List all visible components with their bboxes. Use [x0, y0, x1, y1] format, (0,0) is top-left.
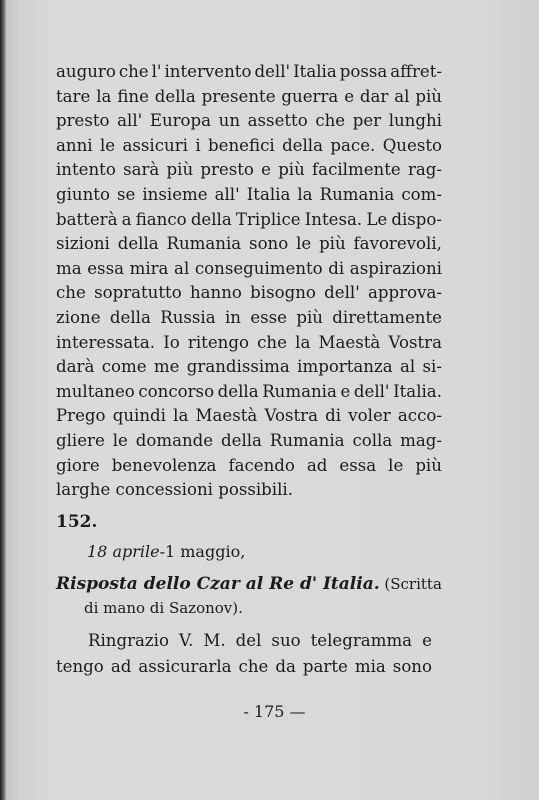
text-line: anni le assicuri i benefici della pace. Questo: [56, 135, 442, 155]
text-line: gliere le domande della Rumania colla mag-: [56, 430, 442, 450]
text-line: zione della Russia in esse più direttamente: [56, 307, 442, 327]
text-line: darà come me grandissima importanza al si-: [56, 357, 442, 377]
text-line: tengo ad assicurarla che da parte mia sono: [56, 657, 432, 676]
text-line: Prego quindi la Maestà Vostra di voler acco-: [56, 406, 442, 426]
page-binding-shadow: [0, 0, 6, 800]
date-second-month: maggio,: [175, 542, 246, 561]
document-number: 152.: [56, 512, 98, 532]
date-day-month: 18 aprile: [87, 542, 160, 561]
heading-title: Risposta dello Czar al Re d' Italia.: [56, 574, 380, 594]
text-line: intento sarà più presto e più facilmente rag-: [56, 160, 442, 180]
text-line: tare la fine della presente guerra e dar al più: [56, 86, 442, 106]
text-line: giunto se insieme all' Italia la Rumania com-: [56, 184, 442, 204]
second-paragraph: [56, 628, 432, 680]
text-line: giore benevolenza facendo ad essa le più: [56, 455, 442, 475]
text-line: ma essa mira al conseguimento di aspirazioni: [56, 258, 442, 278]
body-paragraph: [56, 60, 442, 503]
text-line: batterà a fianco della Triplice Intesa. Le dispo-: [56, 209, 442, 229]
document-heading: [56, 572, 446, 620]
text-line: multaneo concorso della Rumania e dell' Italia.: [56, 381, 442, 401]
text-line: interessata. Io ritengo che la Maestà Vostra: [56, 332, 442, 352]
date-second-day: -1: [159, 542, 176, 561]
text-line: presto all' Europa un assetto che per lunghi: [56, 111, 442, 131]
text-line: Ringrazio V. M. del suo telegramma e: [88, 631, 432, 650]
text-line: larghe concessioni possibili.: [56, 480, 293, 500]
text-line: che sopratutto hanno bisogno dell' approva-: [56, 283, 442, 303]
document-date: [87, 540, 245, 564]
heading-note: (Scritta: [379, 575, 442, 593]
heading-note-continued: di mano di Sazonov).: [84, 599, 243, 617]
text-line: sizioni della Rumania sono le più favorevoli,: [56, 234, 442, 254]
page-number: - 175 —: [243, 702, 306, 721]
text-line: auguro che l' intervento dell' Italia possa affret-: [56, 62, 442, 81]
